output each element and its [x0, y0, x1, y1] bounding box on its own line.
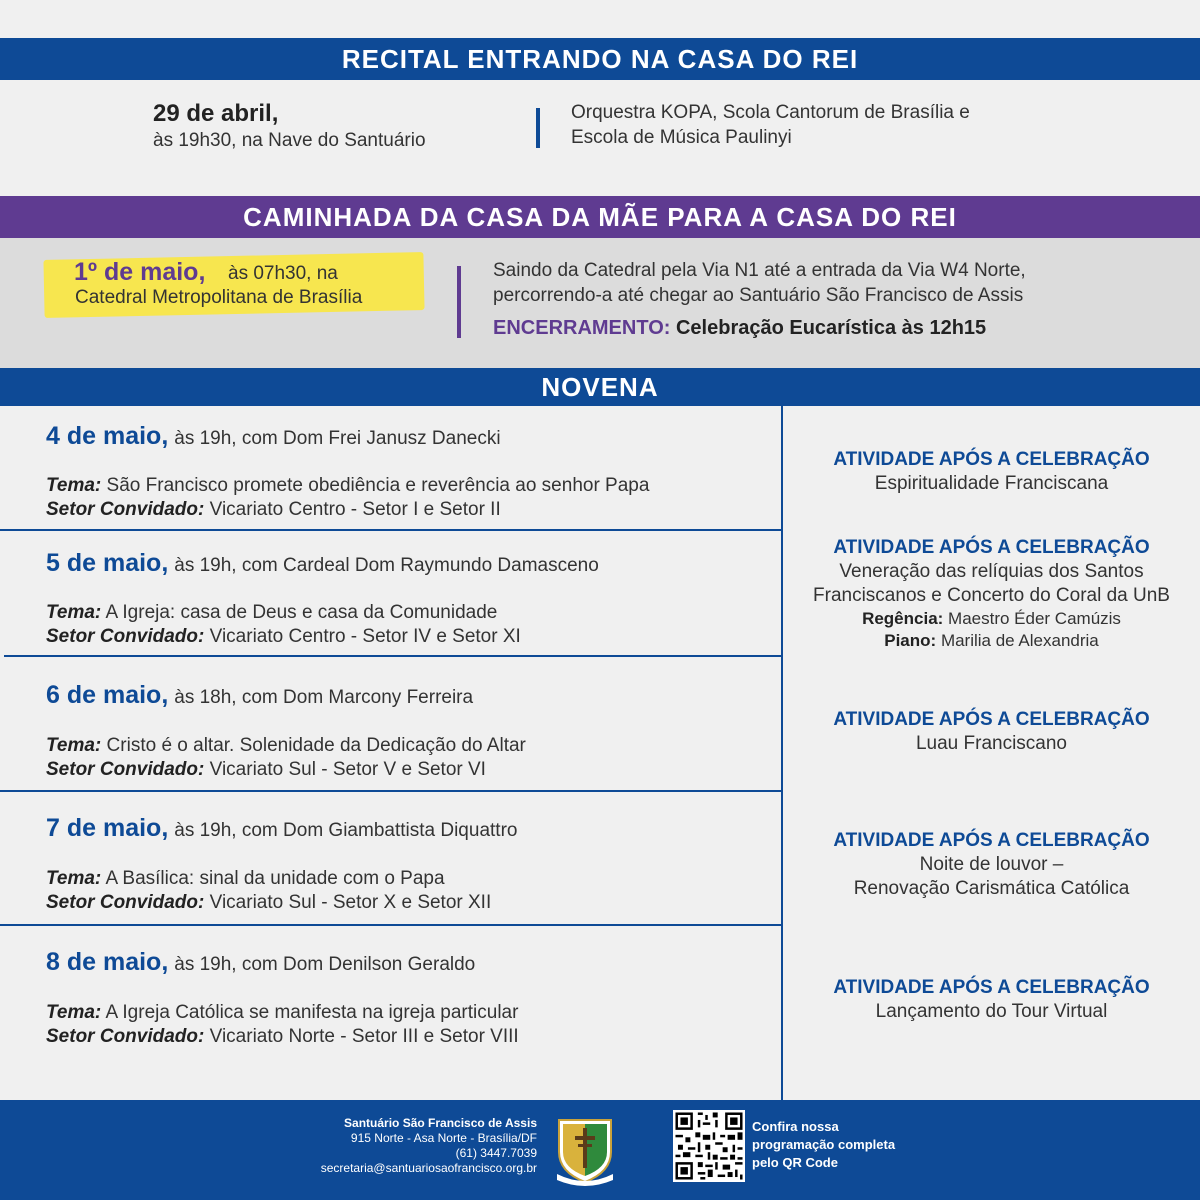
tema-label: Tema:: [46, 735, 102, 756]
day-date: 7 de maio,: [46, 814, 169, 842]
caminhada-time: às 07h30, na: [228, 263, 338, 284]
caminhada-description: [493, 258, 1026, 308]
day-detail: às 19h, com Dom Frei Janusz Danecki: [174, 428, 501, 449]
tema-line: [46, 1002, 518, 1024]
regencia-label: Regência:: [862, 609, 944, 628]
qr-caption-line: Confira nossa: [752, 1119, 839, 1134]
day-detail: às 19h, com Dom Denilson Geraldo: [174, 954, 476, 975]
piano-label: Piano:: [884, 631, 937, 650]
footer-address-block: [321, 1116, 537, 1176]
recital-desc-line: Escola de Música Paulinyi: [571, 127, 792, 148]
activity-header: ATIVIDADE APÓS A CELEBRAÇÃO: [833, 709, 1150, 730]
tema-line: [46, 475, 649, 497]
setor-line: [46, 499, 501, 521]
piano-line: [783, 630, 1200, 652]
tema-value: Cristo é o altar. Solenidade da Dedicação do Altar: [106, 735, 526, 756]
tema-line: [46, 602, 497, 624]
row-divider: [0, 529, 781, 531]
caminhada-desc-line: Saindo da Catedral pela Via N1 até a entrada da Via W4 Norte,: [493, 260, 1026, 281]
piano-value: Marilia de Alexandria: [940, 631, 1099, 650]
tema-label: Tema:: [46, 868, 102, 889]
activity-cell: [783, 829, 1200, 901]
tema-value: A Igreja Católica se manifesta na igreja particular: [105, 1002, 519, 1023]
tema-label: Tema:: [46, 475, 102, 496]
caminhada-divider: [457, 266, 461, 338]
sanctuary-phone: (61) 3447.7039: [455, 1146, 537, 1160]
tema-line: [46, 868, 445, 890]
activity-cell: [783, 708, 1200, 756]
caminhada-title: CAMINHADA DA CASA DA MÃE PARA A CASA DO REI: [243, 202, 957, 232]
setor-value: Vicariato Centro - Setor I e Setor II: [209, 499, 501, 520]
caminhada-desc-line: percorrendo-a até chegar ao Santuário São Francisco de Assis: [493, 285, 1024, 306]
recital-date: 29 de abril,: [153, 100, 279, 127]
day-detail: às 19h, com Cardeal Dom Raymundo Damasceno: [174, 555, 599, 576]
sanctuary-name: Santuário São Francisco de Assis: [344, 1116, 537, 1130]
recital-description: [571, 100, 970, 150]
tema-label: Tema:: [46, 1002, 102, 1023]
novena-table: [0, 406, 1200, 1100]
novena-day-date: [46, 549, 599, 578]
row-divider: [4, 655, 782, 657]
activity-header: ATIVIDADE APÓS A CELEBRAÇÃO: [833, 830, 1150, 851]
encerramento: [493, 317, 986, 340]
day-date: 6 de maio,: [46, 681, 169, 709]
activity-line: Lançamento do Tour Virtual: [875, 1001, 1108, 1022]
day-date: 4 de maio,: [46, 422, 169, 450]
day-detail: às 19h, com Dom Giambattista Diquattro: [174, 820, 518, 841]
recital-time-place: às 19h30, na Nave do Santuário: [153, 130, 426, 151]
regencia-line: [783, 608, 1200, 630]
day-date: 8 de maio,: [46, 948, 169, 976]
tema-line: [46, 735, 526, 757]
novena-day-date: [46, 814, 517, 843]
recital-divider: [536, 108, 540, 148]
novena-day-date: [46, 422, 501, 451]
tema-value: São Francisco promete obediência e reverência ao senhor Papa: [106, 475, 650, 496]
setor-value: Vicariato Norte - Setor III e Setor VIII: [209, 1026, 519, 1047]
activity-cell: [783, 536, 1200, 652]
caminhada-place: Catedral Metropolitana de Brasília: [75, 287, 363, 308]
caminhada-section: [0, 238, 1200, 368]
encerramento-label: ENCERRAMENTO:: [493, 317, 671, 339]
setor-line: [46, 892, 491, 914]
setor-value: Vicariato Sul - Setor V e Setor VI: [209, 759, 486, 780]
setor-line: [46, 626, 521, 648]
activity-header: ATIVIDADE APÓS A CELEBRAÇÃO: [833, 977, 1150, 998]
activity-line: Renovação Carismática Católica: [853, 878, 1130, 899]
activity-header: ATIVIDADE APÓS A CELEBRAÇÃO: [833, 537, 1150, 558]
activity-line: Veneração das relíquias dos Santos: [839, 561, 1144, 582]
sanctuary-email[interactable]: secretaria@santuariosaofrancisco.org.br: [320, 1161, 537, 1175]
qr-caption-line: pelo QR Code: [752, 1155, 838, 1170]
activity-line: Noite de louvor –: [919, 854, 1064, 875]
recital-section: [0, 80, 1200, 196]
setor-label: Setor Convidado:: [46, 1026, 205, 1047]
setor-value: Vicariato Sul - Setor X e Setor XII: [209, 892, 492, 913]
footer: [0, 1100, 1200, 1200]
caminhada-date: 1º de maio,: [74, 258, 206, 286]
recital-title: RECITAL ENTRANDO NA CASA DO REI: [341, 44, 859, 74]
novena-title-band: [0, 368, 1200, 406]
setor-label: Setor Convidado:: [46, 499, 205, 520]
novena-day-date: [46, 681, 473, 710]
setor-label: Setor Convidado:: [46, 759, 205, 780]
recital-title-band: [0, 38, 1200, 80]
activity-cell: [783, 976, 1200, 1024]
activity-header: ATIVIDADE APÓS A CELEBRAÇÃO: [833, 449, 1150, 470]
activity-line: Franciscanos e Concerto do Coral da UnB: [813, 585, 1170, 606]
day-detail: às 18h, com Dom Marcony Ferreira: [174, 687, 474, 708]
setor-label: Setor Convidado:: [46, 626, 205, 647]
row-divider: [0, 924, 781, 926]
activity-cell: [783, 448, 1200, 496]
regencia-value: Maestro Éder Camúzis: [948, 609, 1121, 628]
recital-desc-line: Orquestra KOPA, Scola Cantorum de Brasília e: [571, 102, 970, 123]
encerramento-value: Celebração Eucarística às 12h15: [675, 317, 987, 339]
activity-line: Luau Franciscano: [915, 733, 1068, 754]
novena-title: NOVENA: [541, 372, 659, 402]
qr-caption-line: programação completa: [752, 1137, 896, 1152]
tema-value: A Igreja: casa de Deus e casa da Comunidade: [105, 602, 498, 623]
caminhada-title-band: [0, 196, 1200, 238]
activity-line: Espiritualidade Franciscana: [874, 473, 1109, 494]
setor-value: Vicariato Centro - Setor IV e Setor XI: [209, 626, 521, 647]
qr-code-icon[interactable]: [673, 1110, 745, 1182]
sanctuary-address: 915 Norte - Asa Norte - Brasília/DF: [350, 1131, 537, 1145]
crest-logo-icon: [553, 1112, 617, 1186]
qr-caption: [752, 1118, 895, 1172]
tema-label: Tema:: [46, 602, 102, 623]
setor-line: [46, 759, 486, 781]
setor-label: Setor Convidado:: [46, 892, 205, 913]
setor-line: [46, 1026, 519, 1048]
row-divider: [0, 790, 781, 792]
tema-value: A Basílica: sinal da unidade com o Papa: [105, 868, 445, 889]
novena-day-date: [46, 948, 475, 977]
day-date: 5 de maio,: [46, 549, 169, 577]
